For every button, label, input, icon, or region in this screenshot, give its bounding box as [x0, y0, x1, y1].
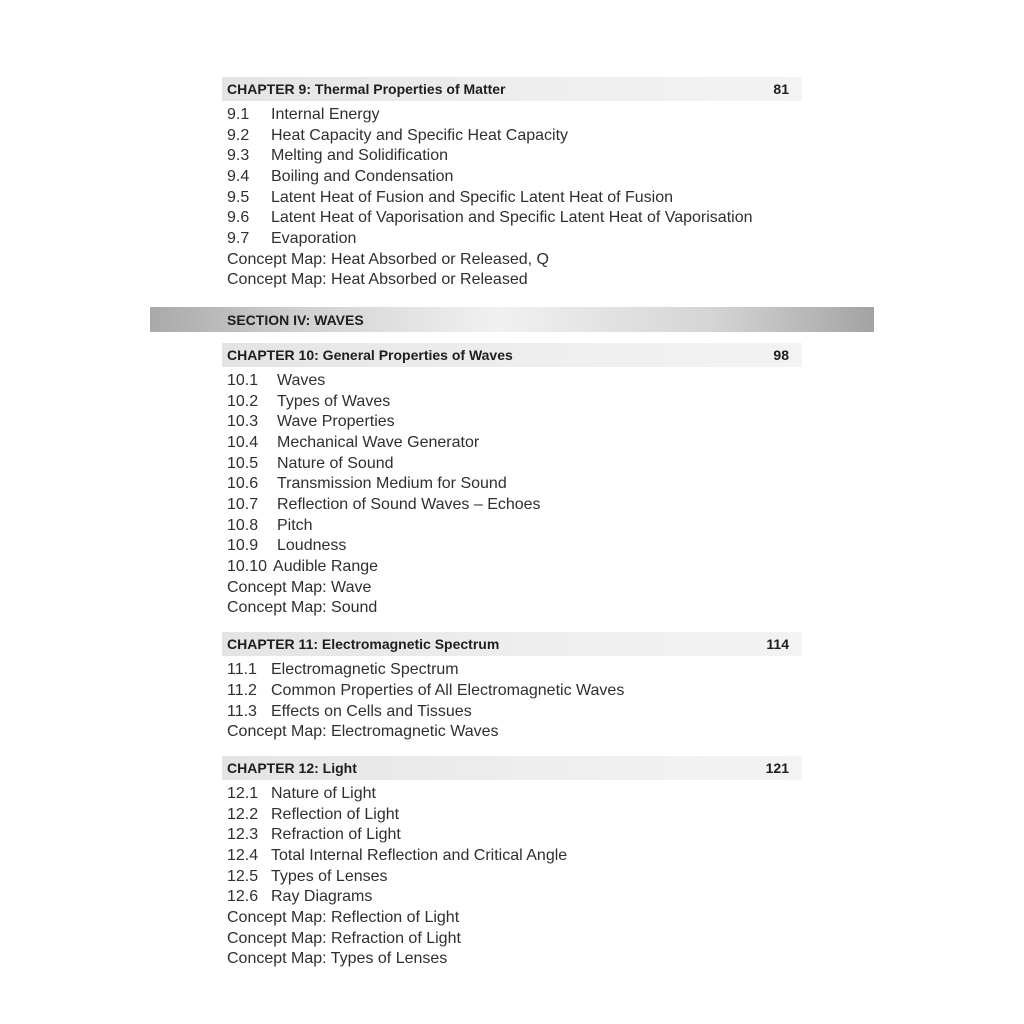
toc-item-9-7[interactable] [227, 228, 356, 249]
toc-item-10-10[interactable] [227, 556, 378, 577]
item-title: Melting and Solidification [271, 147, 448, 164]
item-number: 12.6 [227, 888, 259, 905]
item-title: Loudness [277, 537, 347, 554]
item-title: Boiling and Condensation [271, 168, 454, 185]
item-number: 9.4 [227, 168, 250, 185]
toc-item-10-8[interactable] [227, 515, 313, 536]
chapter-title: CHAPTER 9: Thermal Properties of Matter [227, 81, 506, 97]
item-number: 11.1 [227, 661, 257, 678]
toc-item-9-2[interactable] [227, 125, 568, 146]
item-number: 9.6 [227, 209, 250, 226]
item-number: 12.4 [227, 847, 259, 864]
concept-map-item[interactable]: Concept Map: Wave [227, 579, 372, 596]
item-number: 10.1 [227, 372, 259, 389]
chapter-title: CHAPTER 11: Electromagnetic Spectrum [227, 636, 500, 652]
toc-item-12-6[interactable] [227, 886, 372, 907]
toc-item-11-2[interactable] [227, 680, 624, 701]
item-number: 10.9 [227, 537, 259, 554]
chapter-9-header[interactable] [222, 77, 802, 101]
item-number: 9.5 [227, 189, 250, 206]
item-title: Nature of Light [271, 785, 376, 802]
item-number: 12.5 [227, 868, 259, 885]
item-number: 9.2 [227, 127, 250, 144]
toc-item-10-1[interactable] [227, 370, 325, 391]
chapter-title: CHAPTER 12: Light [227, 760, 357, 776]
item-title: Mechanical Wave Generator [277, 434, 480, 451]
toc-item-12-1[interactable] [227, 783, 376, 804]
toc-item-12-5[interactable] [227, 866, 388, 887]
item-number: 10.6 [227, 475, 259, 492]
concept-map-item[interactable]: Concept Map: Sound [227, 599, 378, 616]
chapter-page-number: 81 [773, 81, 789, 97]
toc-item-9-4[interactable] [227, 166, 453, 187]
toc-item-10-5[interactable] [227, 453, 394, 474]
item-title: Reflection of Sound Waves – Echoes [277, 496, 541, 513]
toc-item-11-1[interactable] [227, 659, 459, 680]
toc-item-10-4[interactable] [227, 432, 479, 453]
chapter-12-header[interactable] [222, 756, 802, 780]
item-number: 10.3 [227, 413, 259, 430]
item-number: 9.1 [227, 106, 250, 123]
item-number: 12.1 [227, 785, 259, 802]
toc-item-12-2[interactable] [227, 804, 399, 825]
item-number: 12.2 [227, 806, 259, 823]
item-title: Common Properties of All Electromagnetic Waves [271, 682, 625, 699]
toc-item-12-4[interactable] [227, 845, 567, 866]
item-title: Wave Properties [277, 413, 395, 430]
item-title: Effects on Cells and Tissues [271, 703, 472, 720]
concept-map-item[interactable]: Concept Map: Electromagnetic Waves [227, 723, 499, 740]
item-number: 9.3 [227, 147, 250, 164]
toc-item-10-9[interactable] [227, 535, 346, 556]
item-number: 11.3 [227, 703, 257, 720]
item-title: Electromagnetic Spectrum [271, 661, 459, 678]
chapter-10-header[interactable] [222, 343, 802, 367]
toc-item-10-6[interactable] [227, 473, 507, 494]
item-number: 10.4 [227, 434, 259, 451]
item-number: 9.7 [227, 230, 250, 247]
item-number: 10.10 [227, 558, 268, 575]
chapter-11-header[interactable] [222, 632, 802, 656]
item-title: Latent Heat of Fusion and Specific Latent Heat of Fusion [271, 189, 674, 206]
item-title: Nature of Sound [277, 455, 394, 472]
item-title: Audible Range [273, 558, 379, 575]
item-title: Latent Heat of Vaporisation and Specific Latent Heat of Vaporisation [271, 209, 753, 226]
item-title: Types of Waves [277, 393, 391, 410]
chapter-page-number: 114 [766, 636, 789, 652]
concept-map-item[interactable]: Concept Map: Types of Lenses [227, 950, 448, 967]
concept-map-item[interactable]: Concept Map: Refraction of Light [227, 930, 461, 947]
item-number: 10.2 [227, 393, 259, 410]
item-title: Waves [277, 372, 326, 389]
item-title: Ray Diagrams [271, 888, 373, 905]
toc-item-9-5[interactable] [227, 187, 673, 208]
item-title: Total Internal Reflection and Critical Angle [271, 847, 568, 864]
concept-map-item[interactable]: Concept Map: Reflection of Light [227, 909, 460, 926]
concept-map-item[interactable]: Concept Map: Heat Absorbed or Released [227, 271, 528, 288]
chapter-title: CHAPTER 10: General Properties of Waves [227, 347, 513, 363]
section-4-banner[interactable] [150, 307, 874, 332]
item-number: 10.8 [227, 517, 259, 534]
item-title: Reflection of Light [271, 806, 400, 823]
item-title: Types of Lenses [271, 868, 388, 885]
item-title: Transmission Medium for Sound [277, 475, 507, 492]
toc-item-11-3[interactable] [227, 701, 472, 722]
item-number: 12.3 [227, 826, 259, 843]
toc-item-10-2[interactable] [227, 391, 390, 412]
concept-map-item[interactable]: Concept Map: Heat Absorbed or Released, Q [227, 251, 549, 268]
item-title: Pitch [277, 517, 313, 534]
toc-item-9-3[interactable] [227, 145, 448, 166]
toc-item-9-1[interactable] [227, 104, 380, 125]
toc-item-10-3[interactable] [227, 411, 395, 432]
toc-item-10-7[interactable] [227, 494, 541, 515]
toc-item-12-3[interactable] [227, 824, 401, 845]
item-title: Evaporation [271, 230, 357, 247]
section-title: SECTION IV: WAVES [227, 312, 364, 328]
item-title: Refraction of Light [271, 826, 401, 843]
item-title: Internal Energy [271, 106, 380, 123]
chapter-page-number: 98 [773, 347, 789, 363]
item-title: Heat Capacity and Specific Heat Capacity [271, 127, 569, 144]
item-number: 10.5 [227, 455, 259, 472]
item-number: 10.7 [227, 496, 259, 513]
item-number: 11.2 [227, 682, 257, 699]
toc-item-9-6[interactable] [227, 207, 753, 228]
chapter-page-number: 121 [765, 760, 789, 776]
